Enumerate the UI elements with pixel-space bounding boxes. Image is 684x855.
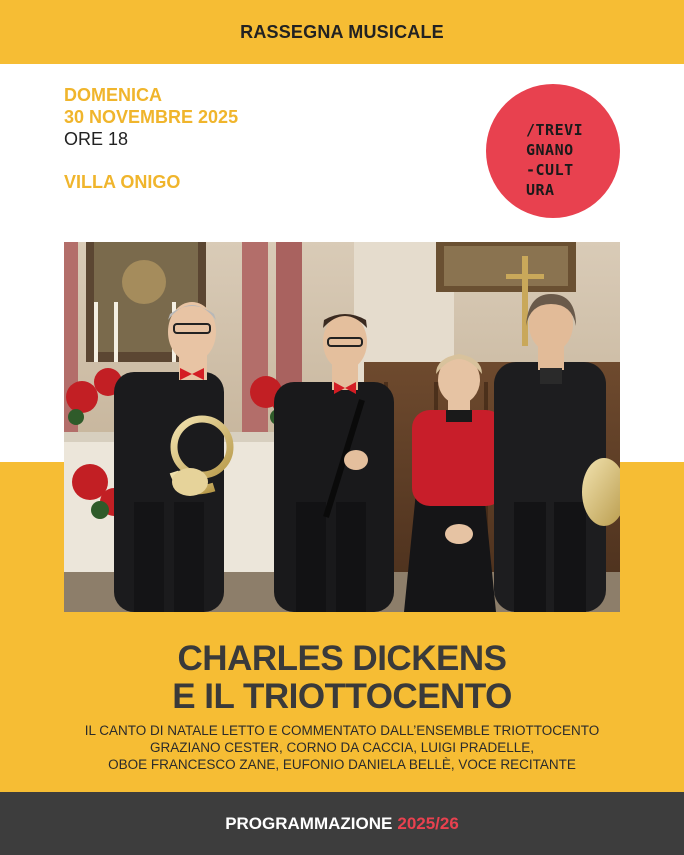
event-description (0, 722, 684, 773)
ensemble-photo (64, 242, 620, 612)
event-date: 30 NOVEMBRE 2025 (64, 107, 239, 127)
description-line-1: IL CANTO DI NATALE LETTO E COMMENTATO DALL’ENSEMBLE TRIOTTOCENTO (84, 723, 600, 738)
footer-season: 2025/26 (397, 813, 459, 833)
header-title: RASSEGNA MUSICALE (240, 21, 444, 42)
footer-band (0, 792, 684, 855)
photo-illustration (64, 242, 620, 612)
event-title (0, 640, 684, 716)
logo-line-2: GNANO (526, 141, 574, 159)
logo-lettering (526, 120, 583, 200)
event-venue: VILLA ONIGO (64, 172, 181, 192)
logo-line-4: URA (526, 181, 555, 199)
description-line-3: OBOE FRANCESCO ZANE, EUFONIO DANIELA BELLÈ, VOCE RECITANTE (108, 757, 576, 772)
logo-line-1: /TREVI (526, 121, 584, 139)
header-band (0, 0, 684, 64)
date-block (64, 84, 238, 150)
logo-line-3: -CULT (526, 161, 574, 179)
event-day: DOMENICA (64, 85, 162, 105)
trevignano-cultura-logo (486, 84, 620, 218)
event-title-line-1: CHARLES DICKENS (177, 639, 507, 678)
event-time: ORE 18 (64, 129, 129, 149)
footer-label: PROGRAMMAZIONE (225, 813, 393, 833)
description-line-2: GRAZIANO CESTER, CORNO DA CACCIA, LUIGI PRADELLE, (149, 740, 535, 755)
event-title-line-2: E IL TRIOTTOCENTO (172, 677, 512, 716)
